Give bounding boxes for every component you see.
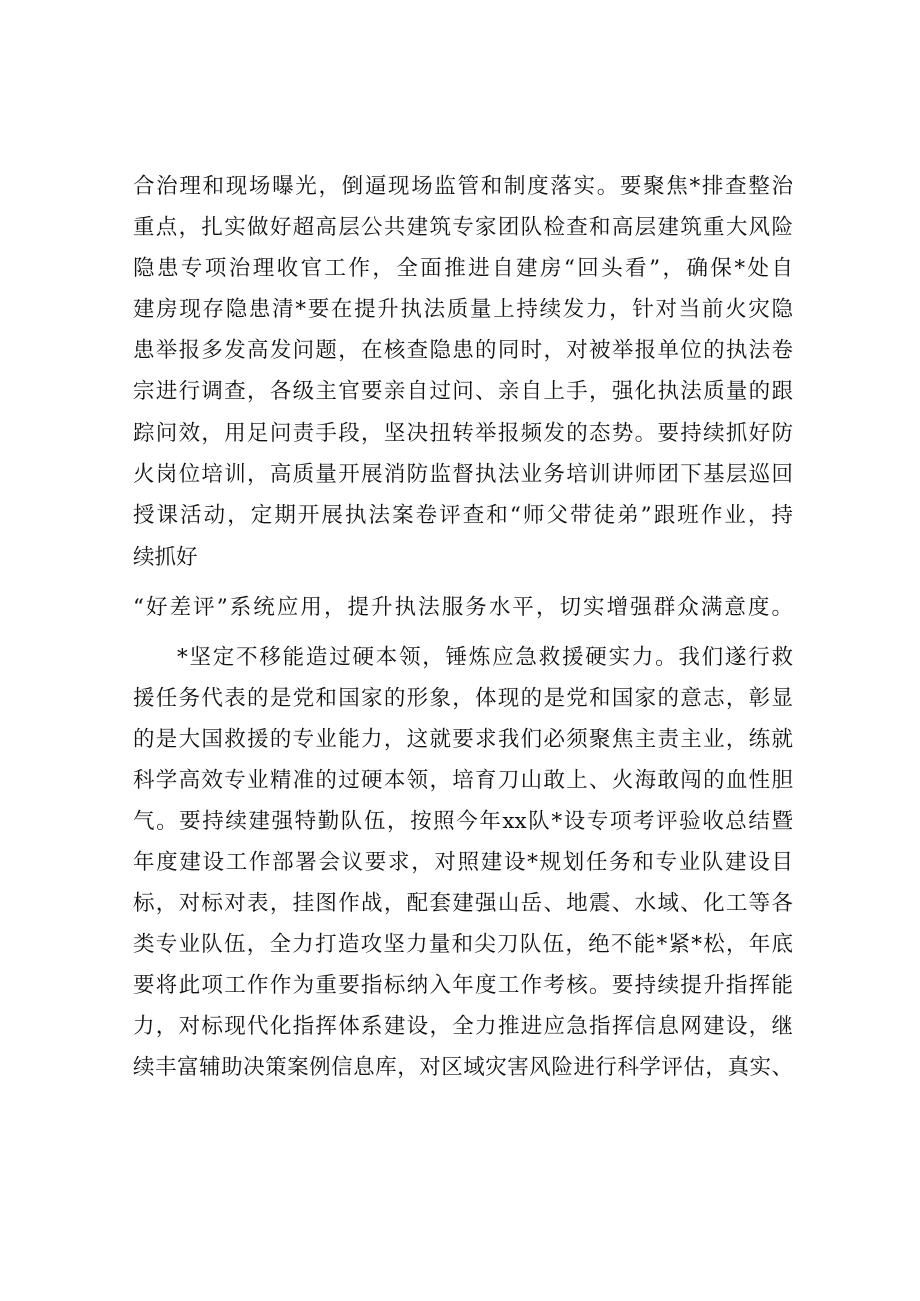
text-line: 续抓好 — [133, 545, 198, 570]
text-line: 踪问效，用足问责手段，坚决扭转举报频发的态势。要持续抓好防 — [133, 421, 793, 446]
text-line: 建房现存隐患清*要在提升执法质量上持续发力，针对当前火灾隐 — [133, 297, 793, 322]
text-line: 年度建设工作部署会议要求，对照建设*规划任务和专业队建设目 — [133, 850, 793, 875]
text-line: 援任务代表的是党和国家的形象，体现的是党和国家的意志，彰显 — [133, 686, 793, 711]
text-line: 科学高效专业精准的过硬本领，培育刀山敢上、火海敢闯的血性胆 — [133, 768, 793, 793]
text-line: “好差评”系统应用，提升执法服务水平，切实增强群众满意度。 — [133, 595, 793, 620]
text-line: 气。要持续建强特勤队伍，按照今年xx队*设专项考评验收总结暨 — [133, 809, 793, 834]
text-line: 力，对标现代化指挥体系建设，全力推进应急指挥信息网建设，继 — [133, 1014, 793, 1039]
text-line: 类专业队伍，全力打造攻坚力量和尖刀队伍，绝不能*紧*松，年底 — [133, 932, 793, 957]
text-line: 标，对标对表，挂图作战，配套建强山岳、地震、水域、化工等各 — [133, 891, 793, 916]
paragraph-first-line: *坚定不移能造过硬本领，锤炼应急救援硬实力。我们遂行救 — [177, 645, 793, 670]
text-line: 重点，扎实做好超高层公共建筑专家团队检查和高层建筑重大风险 — [133, 215, 793, 240]
text-line: 患举报多发高发问题，在核查隐患的同时，对被举报单位的执法卷 — [133, 338, 793, 363]
text-line: 授课活动，定期开展执法案卷评查和“师父带徒弟”跟班作业，持 — [133, 503, 793, 528]
text-line: 合治理和现场曝光，倒逼现场监管和制度落实。要聚焦*排查整治 — [133, 174, 793, 199]
text-line: 宗进行调查，各级主官要亲自过问、亲自上手，强化执法质量的跟 — [133, 379, 793, 404]
text-line: 要将此项工作作为重要指标纳入年度工作考核。要持续提升指挥能 — [133, 973, 793, 998]
text-line: 火岗位培训，高质量开展消防监督执法业务培训讲师团下基层巡回 — [133, 462, 793, 487]
text-line: 的是大国救援的专业能力，这就要求我们必须聚焦主责主业，练就 — [133, 727, 793, 752]
text-line: 续丰富辅助决策案例信息库，对区域灾害风险进行科学评估，真实、 — [133, 1055, 793, 1080]
text-line: 隐患专项治理收官工作，全面推进自建房“回头看”，确保*处自 — [133, 256, 793, 281]
